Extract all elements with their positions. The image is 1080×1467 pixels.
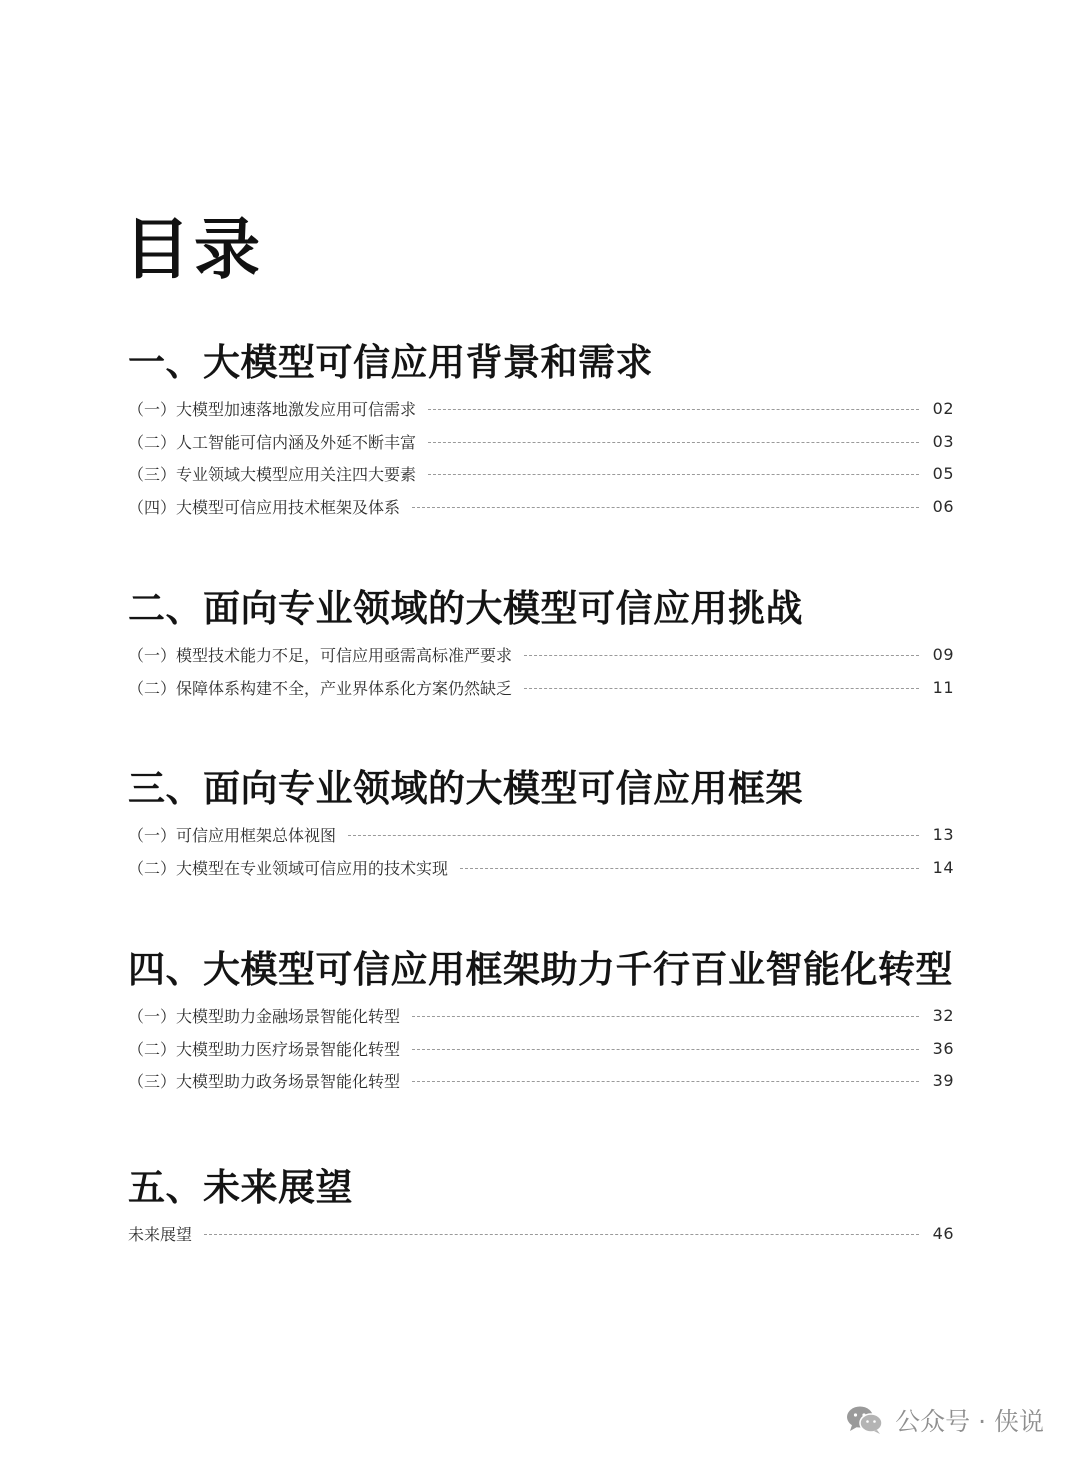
dotted-leader <box>412 1016 919 1017</box>
watermark <box>845 1402 1044 1438</box>
entry-label: （一）模型技术能力不足，可信应用亟需高标准严要求 <box>128 645 513 665</box>
toc-section-3 <box>128 765 954 884</box>
dotted-leader <box>428 442 919 443</box>
entry-page-number: 11 <box>932 677 954 697</box>
toc-entry[interactable] <box>128 999 954 1032</box>
entry-label: （二）大模型助力医疗场景智能化转型 <box>128 1039 401 1059</box>
entry-page-number: 46 <box>932 1223 954 1243</box>
entry-label: （四）大模型可信应用技术框架及体系 <box>128 498 401 518</box>
section-heading: 二、面向专业领域的大模型可信应用挑战 <box>128 587 803 630</box>
dotted-leader <box>412 507 919 508</box>
toc-entry[interactable] <box>128 1065 954 1098</box>
toc-entry[interactable] <box>128 638 954 671</box>
section-heading: 五、未来展望 <box>128 1166 353 1209</box>
dotted-leader <box>524 688 919 689</box>
toc-entry[interactable] <box>128 818 954 851</box>
toc-section-4 <box>128 946 954 1097</box>
section-heading: 四、大模型可信应用框架助力千行百业智能化转型 <box>128 948 953 991</box>
toc-entry[interactable] <box>128 671 954 704</box>
dotted-leader <box>460 868 919 869</box>
entry-label: （三）专业领域大模型应用关注四大要素 <box>128 465 417 485</box>
entry-page-number: 32 <box>932 1005 954 1025</box>
dotted-leader <box>524 655 919 656</box>
section-heading: 三、面向专业领域的大模型可信应用框架 <box>128 767 803 810</box>
dotted-leader <box>348 835 919 836</box>
toc-entry[interactable] <box>128 490 954 523</box>
entry-label: （一）可信应用框架总体视图 <box>128 825 337 845</box>
watermark-text: 公众号 · 侠说 <box>895 1407 1044 1436</box>
toc-entry[interactable] <box>128 851 954 884</box>
entry-label: （一）大模型加速落地激发应用可信需求 <box>128 399 417 419</box>
entry-label: （二）人工智能可信内涵及外延不断丰富 <box>128 432 417 452</box>
toc-entry[interactable] <box>128 1217 954 1250</box>
entry-label: （二）大模型在专业领域可信应用的技术实现 <box>128 858 449 878</box>
entry-label: （二）保障体系构建不全，产业界体系化方案仍然缺乏 <box>128 678 513 698</box>
toc-section-1 <box>128 339 954 523</box>
section-heading: 一、大模型可信应用背景和需求 <box>128 341 653 384</box>
page-title: 目录 <box>124 211 264 288</box>
toc-entry[interactable] <box>128 458 954 491</box>
dotted-leader <box>204 1234 919 1235</box>
entry-page-number: 06 <box>932 497 954 517</box>
toc-entry[interactable] <box>128 1032 954 1065</box>
entry-page-number: 05 <box>932 464 954 484</box>
toc-entry[interactable] <box>128 392 954 425</box>
dotted-leader <box>412 1081 919 1082</box>
wechat-icon <box>845 1405 885 1435</box>
entry-page-number: 09 <box>932 644 954 664</box>
entry-page-number: 39 <box>932 1071 954 1091</box>
entry-page-number: 14 <box>932 857 954 877</box>
toc-section-2 <box>128 585 954 704</box>
entry-label: （三）大模型助力政务场景智能化转型 <box>128 1072 401 1092</box>
entry-label: 未来展望 <box>128 1224 193 1244</box>
entry-label: （一）大模型助力金融场景智能化转型 <box>128 1006 401 1026</box>
entry-page-number: 36 <box>932 1038 954 1058</box>
entry-page-number: 02 <box>932 398 954 418</box>
toc-entry[interactable] <box>128 425 954 458</box>
dotted-leader <box>412 1049 919 1050</box>
entry-page-number: 13 <box>932 824 954 844</box>
dotted-leader <box>428 409 919 410</box>
entry-page-number: 03 <box>932 431 954 451</box>
dotted-leader <box>428 474 919 475</box>
toc-section-5 <box>128 1164 954 1250</box>
